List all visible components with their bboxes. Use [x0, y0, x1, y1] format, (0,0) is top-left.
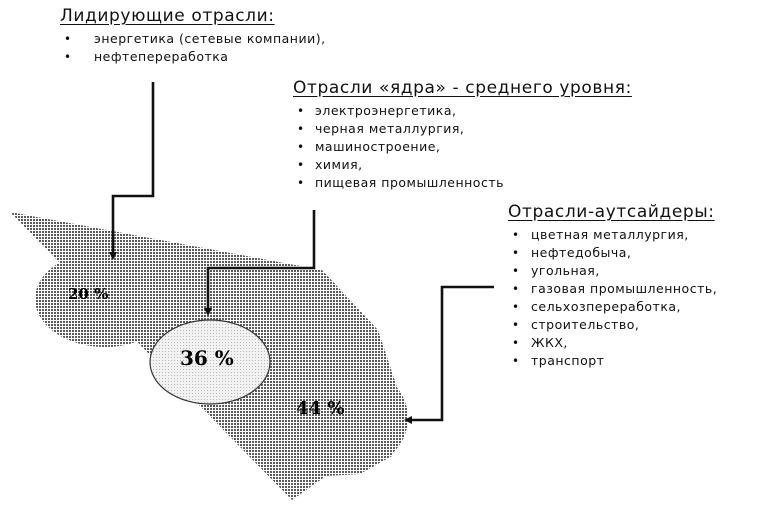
list-item: [293, 156, 632, 174]
list-item-text: газовая промышленность,: [531, 281, 718, 296]
core-industries-list: [293, 102, 632, 192]
core-industries-group: [293, 78, 632, 192]
list-item: [60, 48, 326, 66]
list-item: [508, 352, 717, 370]
outsider-industries-group: [508, 202, 717, 370]
bullet-icon: •: [512, 318, 520, 332]
list-item: [508, 244, 717, 262]
leading-industries-list: [60, 30, 326, 66]
bullet-icon: •: [512, 300, 520, 314]
bullet-icon: •: [297, 122, 305, 136]
bullet-icon: •: [297, 158, 305, 172]
list-item-text: ЖКХ,: [531, 335, 568, 350]
list-item-text: нефтедобыча,: [531, 245, 632, 260]
bullet-icon: •: [297, 140, 305, 154]
list-item: [293, 102, 632, 120]
bullet-icon: •: [512, 228, 520, 242]
bullet-icon: •: [512, 246, 520, 260]
bullet-icon: •: [512, 336, 520, 350]
bullet-icon: •: [64, 32, 72, 46]
bullet-icon: •: [297, 104, 305, 118]
list-item: [508, 316, 717, 334]
bullet-icon: •: [297, 176, 305, 190]
core-industries-title: Отрасли «ядра» - среднего уровня:: [293, 78, 632, 98]
core-share-label: 36 %: [180, 346, 234, 370]
outsider-industries-title: Отрасли-аутсайдеры:: [508, 202, 715, 222]
list-item-text: химия,: [315, 157, 363, 172]
list-item: [508, 226, 717, 244]
outsider-industries-list: [508, 226, 717, 370]
list-item: [508, 298, 717, 316]
arrow-outsiders: [406, 287, 494, 420]
list-item-text: нефтепереработка: [94, 49, 229, 64]
list-item-text: транспорт: [531, 353, 605, 368]
bullet-icon: •: [64, 50, 72, 64]
list-item: [293, 120, 632, 138]
arrow-leading: [113, 82, 153, 258]
list-item-text: угольная,: [531, 263, 600, 278]
list-item-text: строительство,: [531, 317, 640, 332]
list-item-text: энергетика (сетевые компании),: [94, 31, 326, 46]
bullet-icon: •: [512, 282, 520, 296]
leading-industries-title: Лидирующие отрасли:: [60, 6, 275, 26]
list-item-text: черная металлургия,: [315, 121, 465, 136]
list-item-text: электроэнергетика,: [315, 103, 457, 118]
list-item: [293, 138, 632, 156]
list-item: [508, 334, 717, 352]
list-item-text: машиностроение,: [315, 139, 441, 154]
bullet-icon: •: [512, 354, 520, 368]
list-item: [293, 174, 632, 192]
outsiders-share-label: 44 %: [296, 398, 345, 419]
list-item-text: пищевая промышленность: [315, 175, 504, 190]
leading-industries-group: [60, 6, 326, 66]
bullet-icon: •: [512, 264, 520, 278]
list-item-text: цветная металлургия,: [531, 227, 689, 242]
list-item: [508, 280, 717, 298]
leading-share-label: 20 %: [68, 285, 109, 303]
list-item: [60, 30, 326, 48]
list-item-text: сельхозпереработка,: [531, 299, 682, 314]
list-item: [508, 262, 717, 280]
